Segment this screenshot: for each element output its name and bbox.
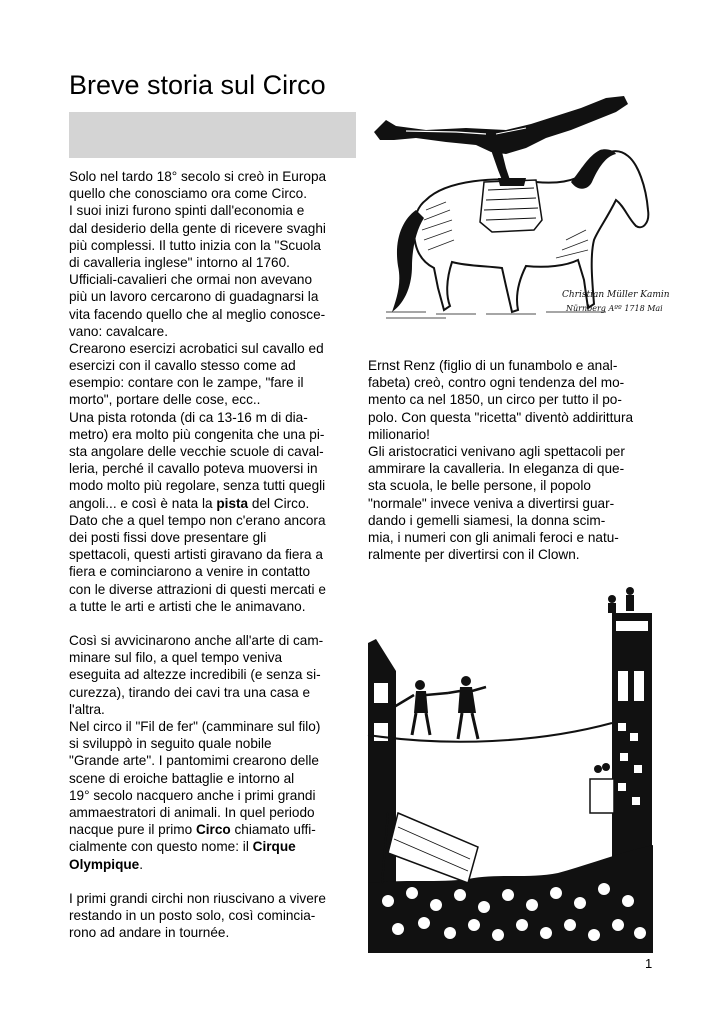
text-line: I primi grandi circhi non riuscivano a vivere bbox=[69, 890, 326, 906]
text-line: ammirare la cavalleria. In eleganza di que- bbox=[368, 461, 625, 477]
text-line: esercizi con il cavallo stesso come ad bbox=[69, 358, 296, 374]
text-line: Olympique. bbox=[69, 856, 144, 872]
paragraph-gap bbox=[69, 873, 359, 890]
text-line: modo molto più regolare, senza tutti quegli bbox=[69, 478, 326, 494]
text-line: ralmente per divertirsi con il Clown. bbox=[368, 547, 580, 563]
text-line: rono ad andare in tournée. bbox=[69, 925, 230, 941]
text-line: a tutte le arti e artisti che le animavano. bbox=[69, 598, 306, 614]
text-line: fiera e cominciarono a venire in contatto bbox=[69, 564, 311, 580]
text-line: Solo nel tardo 18° secolo si creò in Europa bbox=[69, 169, 327, 184]
text-line: polo. Con questa "ricetta" diventò addirittura bbox=[368, 409, 634, 425]
text-line: Ernst Renz (figlio di un funambolo e anal- bbox=[368, 358, 618, 373]
text-line: angoli... e così è nata la pista del Circo. bbox=[69, 495, 310, 511]
text-line: "normale" invece veniva a divertirsi guar- bbox=[368, 495, 615, 511]
acrobat-on-horse-illustration bbox=[366, 90, 670, 336]
text-line: dando i gemelli siamesi, la donna scim- bbox=[368, 512, 606, 528]
text-line: minare sul filo, a quel tempo veniva bbox=[69, 650, 283, 666]
left-text-column bbox=[69, 168, 359, 941]
text-line: Ufficiali-cavalieri che ormai non avevano bbox=[69, 272, 313, 288]
text-line: spettacoli, questi artisti giravano da fiera a bbox=[69, 547, 323, 563]
text-line: vano: cavalcare. bbox=[69, 323, 168, 339]
engraving-caption-line-1: Christian Müller Kamin bbox=[562, 290, 670, 300]
text-line: sta angolare delle vecchie scuole di caval- bbox=[69, 444, 324, 459]
text-line: con le diverse attrazioni di questi mercati e bbox=[69, 581, 326, 597]
text-line: Nel circo il "Fil de fer" (camminare sul filo) bbox=[69, 719, 321, 734]
text-line: dei posti fissi dove presentare gli bbox=[69, 529, 267, 545]
text-line: fabeta) creò, contro ogni tendenza del mo- bbox=[368, 375, 625, 391]
text-line: di cavalleria inglese" intorno al 1760. bbox=[69, 254, 290, 270]
text-line: Una pista rotonda (di ca 13-16 m di dia- bbox=[69, 409, 308, 425]
text-line: Gli aristocratici venivano agli spettacoli per bbox=[368, 443, 625, 459]
text-line: Crearono esercizi acrobatici sul cavallo ed bbox=[69, 340, 324, 356]
text-line: l'altra. bbox=[69, 701, 105, 717]
text-line: nacque pure il primo Circo chiamato uffi- bbox=[69, 822, 316, 838]
engraving-caption-line-2: Nürnberg Aºº 1718 Mai bbox=[566, 304, 663, 313]
text-line: cialmente con questo nome: il Cirque bbox=[69, 839, 296, 855]
page-title: Breve storia sul Circo bbox=[69, 70, 326, 100]
text-line: milionario! bbox=[368, 426, 430, 442]
text-line: Così si avvicinarono anche all'arte di cam- bbox=[69, 633, 324, 649]
text-line: scene di eroiche battaglie e intorno al bbox=[69, 770, 295, 786]
tightrope-crowd-illustration bbox=[368, 583, 653, 953]
page-number: 1 bbox=[645, 956, 653, 971]
text-line: dal desiderio della gente di ricevere svaghi bbox=[69, 220, 326, 236]
right-text-column bbox=[368, 357, 658, 563]
text-line: quello che conosciamo ora come Circo. bbox=[69, 186, 308, 202]
text-line: ammaestratori di animali. In quel periodo bbox=[69, 804, 315, 820]
text-line: più un lavoro cercarono di guadagnarsi la bbox=[69, 289, 319, 305]
text-line: morto", portare delle cose, ecc.. bbox=[69, 392, 261, 408]
text-line: esempio: contare con le zampe, "fare il bbox=[69, 375, 304, 391]
text-line: vita facendo quello che al meglio conosce- bbox=[69, 306, 326, 322]
paragraph-gap bbox=[69, 615, 359, 632]
text-line: sta scuola, le belle persone, il popolo bbox=[368, 478, 591, 494]
text-line: si sviluppò in seguito quale nobile bbox=[69, 736, 272, 752]
text-line: curezza), tirando dei cavi tra una casa e bbox=[69, 684, 311, 700]
text-line: 19° secolo nacquero anche i primi grandi bbox=[69, 787, 316, 803]
text-line: Dato che a quel tempo non c'erano ancora bbox=[69, 512, 326, 528]
text-line: "Grande arte". I pantomimi crearono delle bbox=[69, 753, 319, 769]
gray-banner bbox=[69, 112, 356, 158]
text-line: mento ca nel 1850, un circo per tutto il po- bbox=[368, 392, 622, 408]
text-line: restando in un posto solo, così comincia- bbox=[69, 908, 316, 924]
text-line: leria, perché il cavallo poteva muoversi in bbox=[69, 461, 318, 477]
text-line: I suoi inizi furono spinti dall'economia e bbox=[69, 203, 305, 219]
text-line: mia, i numeri con gli animali feroci e natu- bbox=[368, 529, 619, 545]
text-line: metro) era molto più congenita che una pi- bbox=[69, 426, 325, 442]
text-line: eseguita ad altezze incredibili (e senza si- bbox=[69, 667, 321, 683]
text-line: più complessi. Il tutto inizia con la "Scuola bbox=[69, 237, 321, 253]
